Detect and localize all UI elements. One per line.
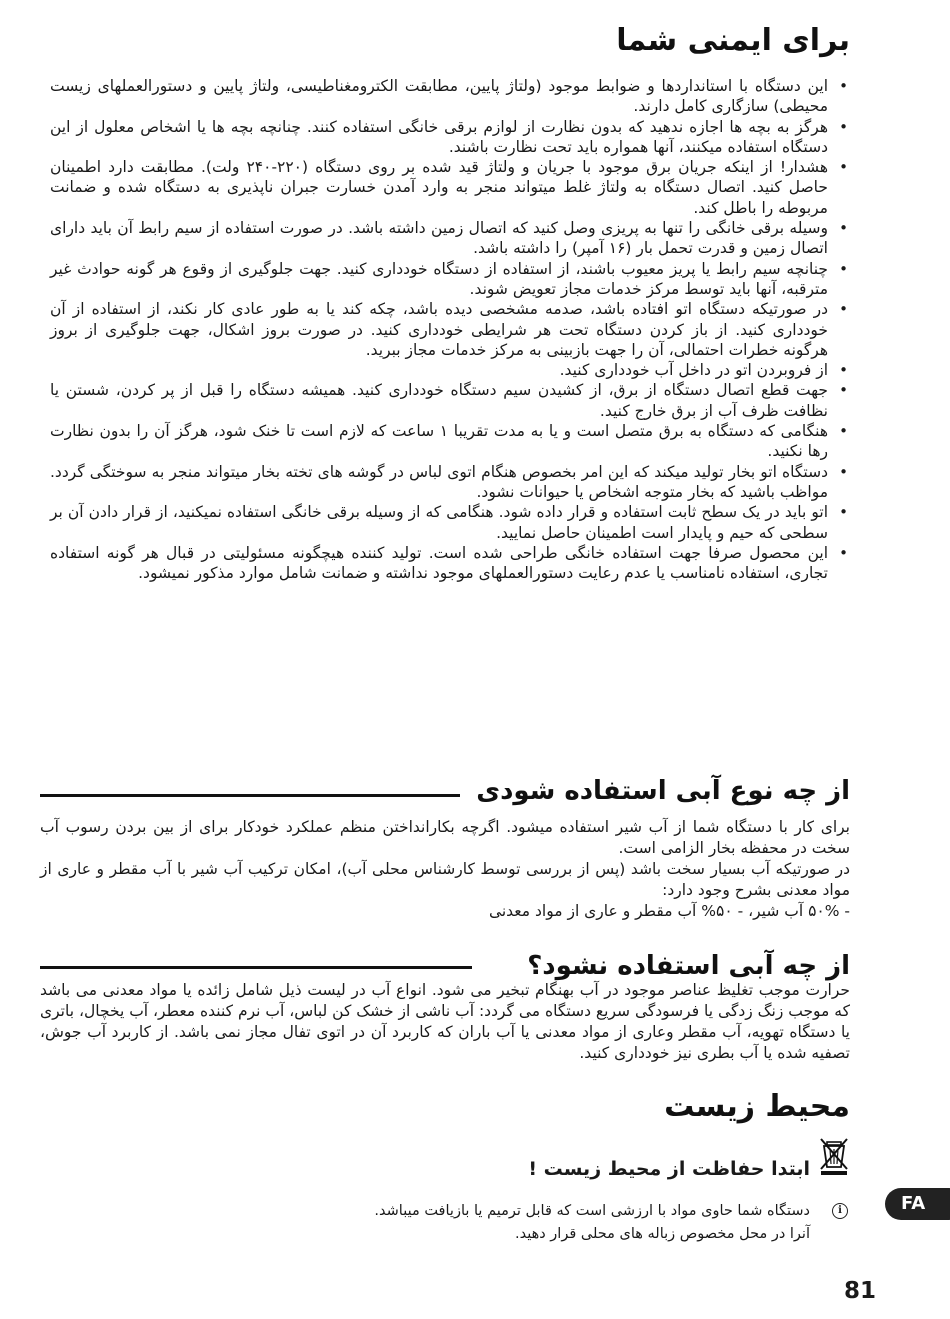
water-type-body [40,817,850,922]
safety-item: • این محصول صرفا جهت استفاده خانگی طراحی شده است. تولید کننده هیچگونه مسئولیتی در قبال هر گونه استفاده تجاری، استفاده نامناسب یا عدم رعایت دستورالعملهای موجود نداشته و ضمانت شامل موارد مذکور نمیشود. [50,543,848,583]
safety-item: • در صورتیکه دستگاه اتو افتاده باشد، صدمه مشخصی دیده باشد، چکه کند یا به طور عادی کار نکند، از استفاده از آن خودداری کنید. از باز کردن دستگاه تحت هر شرایطی خودداری کنید. در صورت بروز اشکال، جهت جلوگیری از بروز هرگونه خطرات احتمالی، آن را جهت بازبینی به مرکز خدمات مجاز ببرید. [50,300,848,359]
safety-item: • این دستگاه با استانداردها و ضوابط موجود (ولتاژ پایین، مطابقت الکترومغناطیسی، ولتاژ پایین و دستورالعملهای زیست محیطی) سازگاری کامل دارند. [50,77,848,116]
water-type-heading [40,772,850,812]
safety-item: • چنانچه سیم رابط یا پریز معیوب باشند، از استفاده از دستگاه خودداری کنید. جهت جلوگیری از وقوع هر گونه حوادث غیر مترقبه، آنها باید توسط مرکز خدمات مجاز تعویض شوند. [50,259,848,298]
safety-list [50,76,850,583]
safety-item: • هشدار! از اینکه جریان برق موجود با جریان و ولتاژ قید شده بر روی دستگاه (۲۲۰-۲۴۰ ولت). مطابقت دارد اطمینان حاصل کنید. اتصال دستگاه به ولتاژ غلط میتواند منجر به وارد آمدن خسارت جبران ناپذیری به دستگاه شده و ضمانت مربوطه را باطل کند. [50,158,848,217]
language-tab: FA [885,1188,950,1220]
water-type-title: از چه نوع آبی استفاده شودی [476,776,850,806]
water-avoid-title: از چه آبی استفاده نشود؟ [527,951,850,981]
safety-item: • هنگامی که دستگاه به برق متصل است و یا به مدت تقریبا ۱ ساعت که لازم است تا خنک شود، هرگز آن را بدون نظارت رها نکنید. [50,422,848,461]
environment-info-line: آنرا در محل مخصوص زباله های محلی قرار دهید. [515,1226,810,1242]
water-avoid-paragraph: حرارت موجب تغلیظ عناصر موجود در آب بهنگام تبخیر می شود. انواع آب در لیست ذیل شامل زائده یا مواد معدنی می باشد که موجب زنگ زدگی یا فرسودگی سریع دستگاه می گردد: آب ناشی از خشک کن لباس، آب نرم کننده معطر، آب یخچال، باتری یا دستگاه تهویه، آب مقطر وعاری از مواد معدنی یا آب باران که کاربرد آن در اتوی تفال مجاز نمی باشد. از کاربرد آب جوش، تصفیه شده یا آب بطری نیز خودداری کنید. [40,981,850,1062]
safety-item: • از فروبردن اتو در داخل آب خودداری کنید. [559,361,848,380]
page-number: 81 [844,1278,877,1304]
crossed-out-bin-icon [819,1137,849,1175]
environment-info-line: دستگاه شما حاوی مواد با ارزشی است که قابل ترمیم یا بازیافت میباشد. [374,1203,810,1219]
safety-item: • دستگاه اتو بخار تولید میکند که این امر بخصوص هنگام اتوی لباس در گوشه های تخته بخار میتواند منجر به سوختگی گردد. مواظب باشید که بخار متوجه اشخاص یا حیوانات نشود. [50,462,848,501]
safety-item: • اتو باید در یک سطح ثابت استفاده و قرار داده شود. هنگامی که از وسیله برقی خانگی استفاده نمیکنید، از قرار دادن آن بر سطحی که حیم و پایدار است اطمینان حاصل نمایید. [50,503,848,542]
info-icon: i [832,1203,848,1219]
environment-title: محیط زیست [664,1089,850,1124]
water-type-paragraph: برای کار با دستگاه شما از آب شیر استفاده میشود. اگرچه بکارانداختن منظم عملکرد خودکار برای از بین بردن رسوب آب سخت در محفظه بخار الزامی است. [40,818,850,857]
safety-title: برای ایمنی شما [616,23,850,58]
water-type-paragraph: در صورتیکه آب بسیار سخت باشد (پس از بررسی توسط کارشناس محلی آب)، امکان ترکیب آب شیر با آب مقطر و عاری از مواد معدنی بشرح وجود دارد: [40,860,850,899]
safety-item: • جهت قطع اتصال دستگاه از برق، از کشیدن سیم دستگاه خودداری کنید. همیشه دستگاه را قبل از پر کردن، شستن یا نظافت ظرف آب از برق خارج کنید. [50,381,848,420]
water-avoid-body [40,980,850,1064]
environment-info [150,1200,850,1246]
water-type-mix: - ۵۰% آب شیر، - ۵۰% آب مقطر و عاری از مواد معدنی [488,902,850,920]
safety-item: • وسیله برقی خانگی را تنها به پریزی وصل کنید که اتصال زمین داشته باشد. در صورت استفاده از سیم رابط آن باید دارای اتصال زمین و قدرت تحمل بار (۱۶ آمپر) را داشته باشد. [50,219,848,258]
heading-rule [40,966,472,969]
environment-subtitle: ابتدا حفاظت از محیط زیست ! [528,1158,810,1180]
heading-rule [40,794,460,797]
safety-item: • هرگز به بچه ها اجازه ندهید که بدون نظارت از لوازم برقی خانگی استفاده کنند. چنانچه بچه ها یا اشخاص معلول از این دستگاه استفاده میکنند، آنها همواره باید تحت نظارت باشند. [50,117,848,156]
